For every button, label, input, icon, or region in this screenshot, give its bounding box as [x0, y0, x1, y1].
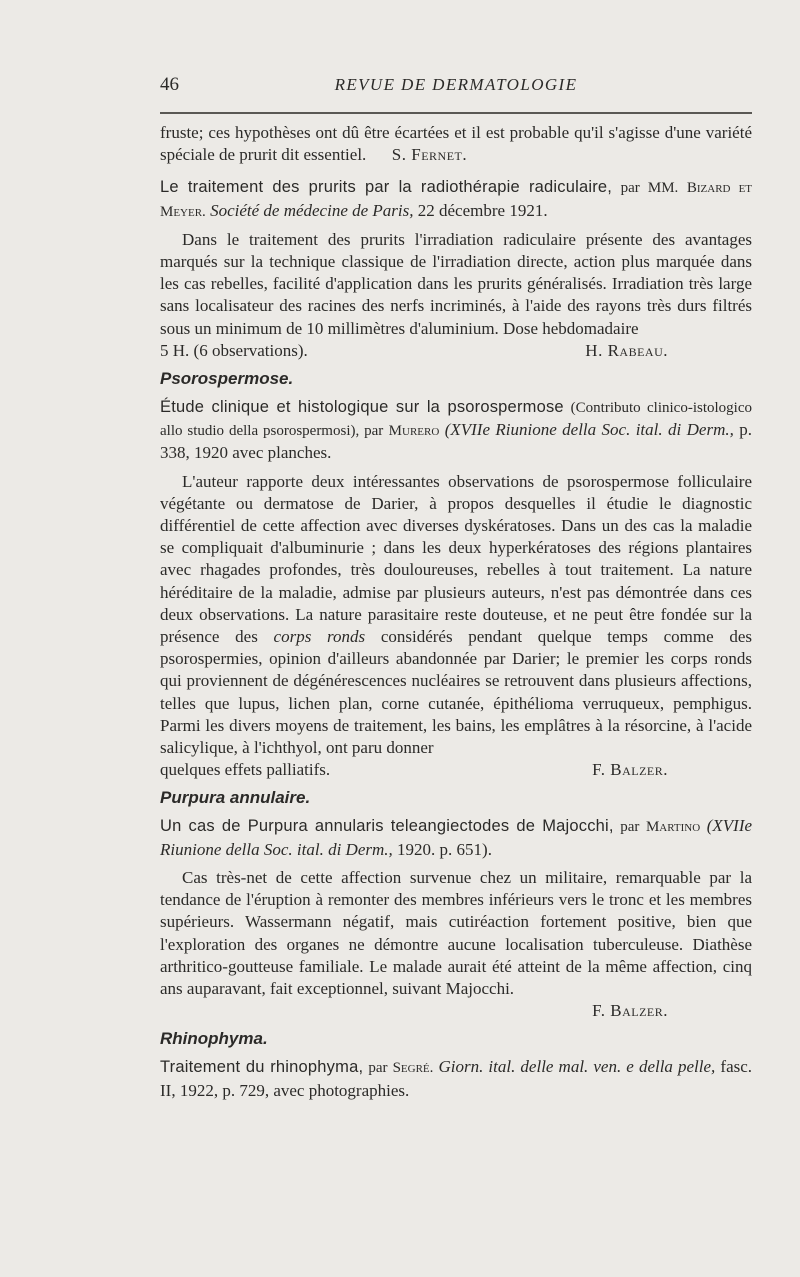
article-journal: Giorn. ital. delle mal. ven. e della pelle,	[438, 1057, 716, 1077]
article-heading: Un cas de Purpura annularis teleangiectodes de Majocchi, par Martino (XVIIe Riunione della Soc. ital. di Derm., 1920. p. 651).	[160, 816, 753, 859]
article-title: Un cas de Purpura annularis teleangiectodes de Majocchi,	[160, 817, 614, 836]
signature: F. Balzer.	[592, 1001, 668, 1021]
article-rhinophyma	[160, 1056, 752, 1101]
signature: S. Fernet.	[391, 145, 468, 165]
article-last-line: 5 H. (6 observations). H. Rabeau.	[160, 340, 752, 362]
page-body	[160, 122, 752, 1102]
article-heading: Le traitement des prurits par la radiothérapie radiculaire, par MM. Bizard et Meyer. Société de médecine de Paris, 22 décembre 1921.	[160, 178, 753, 220]
article-text: Cas très-net de cette affection survenue chez un militaire, remarquable par la tendance de l'éruption à remonter des membres inférieurs vers le tronc et les membres supérieurs. Wassermann négatif, mais cutiréaction fortement positive, bien que l'exploration des organes ne démontre aucune localisation tuberculeuse. Diathèse arthritico-goutteuse familiale. Le malade aurait été atteint de la même affection, cinq ans auparavant, fait exceptionnel, suivant Majocchi.	[160, 867, 752, 998]
article-title: Traitement du rhinophyma,	[160, 1058, 364, 1077]
section-heading-rhinophyma: Rhinophyma.	[160, 1029, 268, 1049]
page-number: 46	[160, 74, 179, 95]
section-heading-purpura: Purpura annulaire.	[160, 788, 311, 808]
article-text: L'auteur rapporte deux intéressantes observations de psorospermose folliculaire végétante ou dermatose de Darier, à propos desquelles il étudie le diagnostic différentiel de cette affection avec diverses dyskératoses. Dans un des cas la maladie se compliquait d'albuminurie ; dans les deux hyperkératoses des régions plantaires avec rhagades profondes, très douloureuses, rebelles à tout traitement. La nature héréditaire de la maladie, admise par plusieurs auteurs, n'est pas démontrée dans ces deux observations. La nature parasitaire reste douteuse, et ne peut être fondée sur la présence des corps ronds considérés pendant quelque temps comme des psorospermies, opinion d'ailleurs abandonnée par Darier; le premier les corps ronds qui proviennent de dégénérescences nucléaires se retrouvent dans plusieurs affections, telles que lupus, lichen plan, corne cutanée, épithélioma verruqueux, pemphigus. Parmi les divers moyens de traitement, les bains, les emplâtres à la résorcine, à l'acide salicylique, à l'ichthyol, ont paru donner	[160, 471, 752, 758]
article-authors: Segré.	[392, 1060, 434, 1077]
article-journal: (XVIIe Riunione della Soc. ital. di Derm.,	[160, 816, 753, 859]
article-authors: Murero	[388, 423, 440, 440]
article-signature-line	[160, 1000, 752, 1022]
article-journal: (XVIIe Riunione della Soc. ital. di Derm.,	[444, 420, 734, 440]
article-authors: Martino	[645, 819, 701, 836]
header-rule	[160, 112, 752, 114]
article-journal: Société de médecine de Paris,	[210, 200, 414, 220]
article-date: 22 décembre 1921.	[417, 200, 548, 220]
paragraph-continued: fruste; ces hypothèses ont dû être écartées et il est probable qu'il s'agisse d'une variété spéciale de prurit dit essentiel. S. Fernet.	[160, 123, 752, 165]
article-purpura	[160, 815, 752, 1022]
article-title: Étude clinique et histologique sur la psorospermose	[160, 398, 564, 417]
signature: H. Rabeau.	[585, 340, 668, 360]
section-heading-psorospermose: Psorospermose.	[160, 369, 294, 389]
article-text: Dans le traitement des prurits l'irradiation radiculaire présente des avantages marqués sur la technique classique de l'irradiation directe, action plus marquée dans les cas rebelles, facilité d'application dans les prurits généralisés. Irradiation très large sans localisateur des racines des nerfs incriminés, à l'aide des rayons très durs filtrés sous un minimum de 10 millimètres d'aluminium. Dose hebdomadaire	[160, 229, 752, 338]
article-authors: Bizard et Meyer.	[160, 180, 753, 220]
article-last-line: quelques effets palliatifs. F. Balzer.	[160, 759, 752, 781]
running-title: REVUE DE DERMATOLOGIE	[334, 75, 578, 94]
article-psorospermose	[160, 396, 752, 781]
article-heading: Étude clinique et histologique sur la psorospermose (Contributo clinico-istologico allo studio della psorospermosi), par Murero (XVIIe Riunione della Soc. ital. di Derm., p. 338, 1920 avec planches.	[160, 398, 752, 463]
article-radiotherapie	[160, 176, 752, 362]
article-title: Le traitement des prurits par la radiothérapie radiculaire,	[160, 178, 613, 197]
signature: F. Balzer.	[592, 760, 668, 780]
article-heading: Traitement du rhinophyma, par Segré. Giorn. ital. delle mal. ven. e della pelle, fasc. II, 1922, p. 729, avec photographies.	[160, 1057, 753, 1100]
page-header	[160, 74, 752, 106]
